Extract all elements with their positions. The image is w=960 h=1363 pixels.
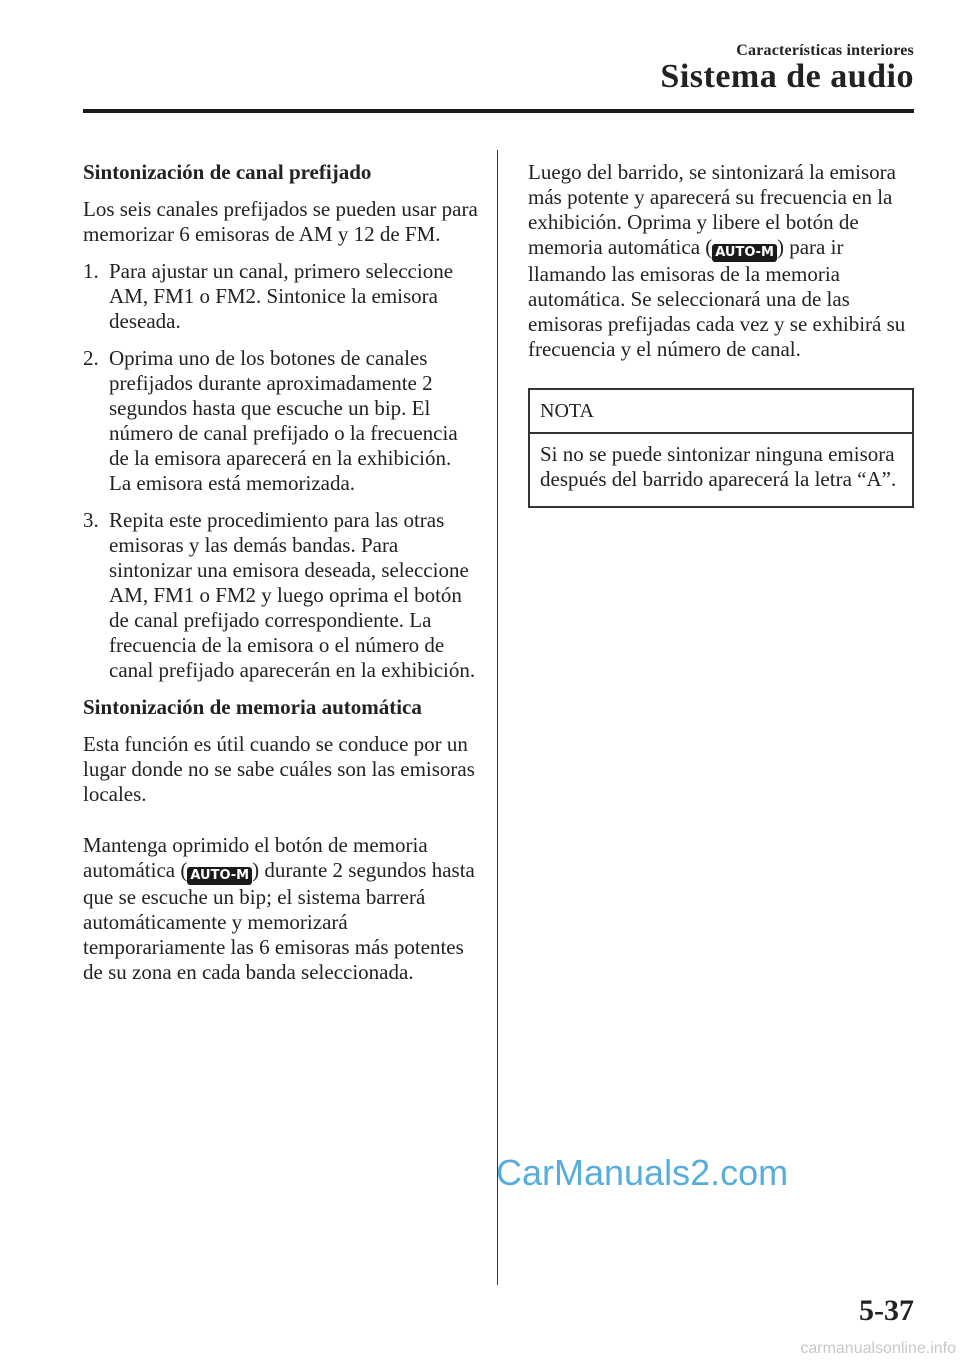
step-item: [83, 346, 478, 496]
chapter-label: Características interiores: [736, 42, 914, 59]
left-column: [83, 160, 478, 997]
step-number: 2.: [83, 346, 99, 370]
section-title-preset: Sintonización de canal prefijado: [83, 160, 372, 184]
column-divider: [497, 150, 498, 1285]
page-number: 5-37: [859, 1294, 914, 1327]
page-title: Sistema de audio: [660, 58, 914, 95]
step-item: [83, 259, 478, 334]
auto-memory-instructions: [83, 833, 478, 985]
note-body: Si no se puede sintonizar ninguna emisora después del barrido aparecerá la letra “A”.: [540, 442, 897, 491]
note-title: NOTA: [530, 390, 912, 434]
after-scan-text-end: ) para ir llamando las emisoras de la memoria automática. Se seleccionará una de las emisoras prefijadas cada vez y se exhibirá su frecuencia y el número de canal.: [528, 235, 906, 361]
section-title-auto-memory: Sintonización de memoria automática: [83, 695, 422, 719]
after-scan-text-start: Luego del barrido, se sintonizará la emisora más potente y aparecerá su frecuencia en la exhibición. Oprima y libere el botón de memoria automática (: [528, 160, 896, 259]
instructions-text-end: ) durante 2 segundos hasta que se escuche un bip; el sistema barrerá automáticamente y memorizará temporariamente las 6 emisoras más potentes de su zona en cada banda seleccionada.: [83, 858, 475, 984]
watermark-logo: CarManuals2.com: [496, 1152, 789, 1193]
after-scan-paragraph: [528, 160, 914, 362]
header-rule: [83, 109, 914, 113]
note-box: [528, 388, 914, 508]
step-text: Para ajustar un canal, primero seleccione AM, FM1 o FM2. Sintonice la emisora deseada.: [109, 259, 454, 333]
instructions-text-start: Mantenga oprimido el botón de memoria automática (: [83, 833, 428, 882]
right-column: [528, 160, 914, 508]
step-list: [83, 259, 478, 683]
auto-memory-intro: Esta función es útil cuando se conduce por un lugar donde no se sabe cuáles son las emisoras locales.: [83, 732, 475, 806]
section-intro-preset: Los seis canales prefijados se pueden usar para memorizar 6 emisoras de AM y 12 de FM.: [83, 197, 478, 246]
step-number: 1.: [83, 259, 99, 283]
step-number: 3.: [83, 508, 99, 532]
step-text: Repita este procedimiento para las otras emisoras y las demás bandas. Para sintonizar una emisora deseada, seleccione AM, FM1 o FM2 y luego oprima el botón de canal prefijado correspondiente. La frecuencia de la emisora o el número de canal prefijado aparecerán en la exhibición.: [109, 508, 476, 682]
step-text: Oprima uno de los botones de canales prefijados durante aproximadamente 2 segundos hasta que escuche un bip. El número de canal prefijado o la frecuencia de la emisora aparecerá en la exhibición. La emisora está memorizada.: [109, 346, 458, 495]
auto-m-button-icon: AUTO-M: [187, 867, 252, 885]
auto-m-button-icon: AUTO-M: [712, 244, 777, 262]
footer-watermark: carmanualsonline.info: [800, 1340, 956, 1357]
step-item: [83, 508, 478, 683]
